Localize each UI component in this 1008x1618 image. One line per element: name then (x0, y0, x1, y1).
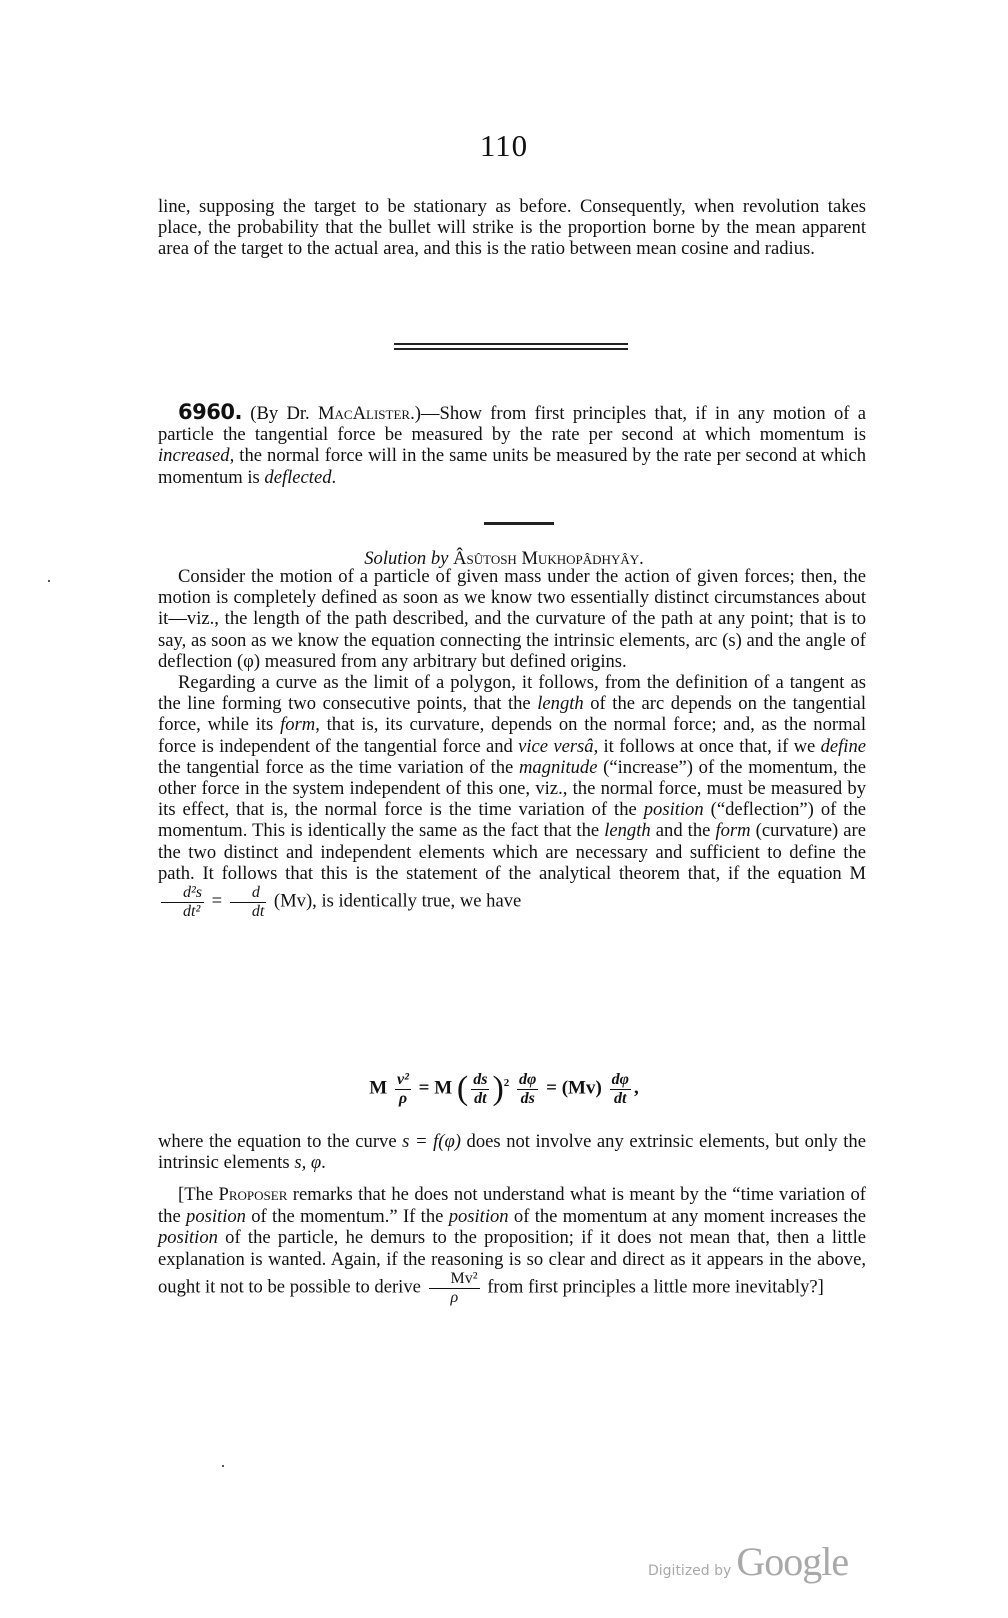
fraction-denominator: dt (251, 902, 265, 920)
para-emphasis: length (537, 693, 584, 715)
fraction-numerator: ds (473, 1070, 488, 1088)
para-emphasis: position (643, 799, 704, 821)
fraction-denominator: ρ (398, 1089, 408, 1107)
fraction-denominator: dt² (183, 902, 201, 920)
inline-fraction (230, 884, 266, 920)
remark-text: of the particle, he demurs to the proposition; if it does not mean that, then a little explanation is wanted. Again, if the reasoning is so clear and direct as it appears in the above, ought it not to be possible to derive (158, 1227, 866, 1298)
para-text: and the (650, 820, 716, 842)
exponent: 2 (503, 1077, 510, 1090)
question-text: Show from first principles that, if in any motion of a particle the tangential force be measured by the rate per second at which momentum is (158, 403, 866, 446)
fraction-numerator: v² (396, 1070, 409, 1088)
para-text: (curvature) are the two distinct and independent elements which are necessary and sufficient to define the path. It follows that this is the statement of the analytical theorem that, if the equation M (158, 820, 866, 884)
display-equation (0, 1070, 1008, 1108)
fraction-numerator: dφ (611, 1070, 629, 1088)
para-text: (“increase”) of the momentum, the other force in the system independent of this one, viz., the normal force, must be measured by its effect, that is, the normal force is the time variation of the (158, 756, 866, 821)
para-text: (“deflection”) of the momentum. This is identically the same as the fact that the (158, 799, 866, 842)
equals-sign: = (207, 890, 227, 912)
inline-fraction (161, 884, 204, 920)
inline-math: s, φ (294, 1152, 322, 1174)
para-emphasis: vice versâ (518, 735, 594, 757)
inline-fraction (429, 1270, 480, 1306)
proposer-suffix: .)— (410, 403, 440, 424)
para-text: (Mv), is identically true, we have (269, 890, 522, 912)
eq-fraction (610, 1071, 631, 1107)
remark-emphasis: position (448, 1205, 509, 1227)
para-emphasis: magnitude (518, 756, 598, 778)
fraction-denominator: dt (614, 1089, 627, 1107)
proposer-prefix: (By Dr. (250, 403, 318, 424)
digitized-watermark (648, 1538, 848, 1585)
para-text: , that is, its curvature, depends on the normal force; and, as the normal force is independent of the tangential force and (158, 714, 866, 757)
question-block (158, 402, 866, 488)
para-text: . (321, 1152, 326, 1174)
question-emphasis: increased (158, 445, 230, 467)
question-number: 6960. (178, 400, 242, 424)
para-text: Regarding a curve as the limit of a polygon, it follows, from the definition of a tangent as the line forming two consecutive points, that the (158, 672, 866, 715)
remark-text: from first principles a little more inevitably?] (482, 1276, 824, 1298)
fraction-denominator: ds (520, 1089, 535, 1107)
remark-text: of the momentum at any moment increases the (508, 1205, 866, 1227)
remark-emphasis: position (158, 1227, 218, 1248)
solution-body (158, 566, 866, 920)
solution-author: Âsûtosh Mukhopâdhyây. (453, 548, 644, 569)
scan-speck (48, 580, 50, 582)
para-text: the tangential force as the time variation of the (158, 756, 519, 778)
digitized-label: Digitized by (648, 1563, 732, 1579)
proposer-name: MacAlister (318, 403, 411, 424)
question-text: . (331, 466, 337, 488)
google-logo-text: Google (736, 1539, 849, 1584)
equals-sign: = (546, 1077, 557, 1099)
left-paren: ( (456, 1070, 469, 1107)
para-emphasis: length (604, 820, 651, 842)
question-text: , the normal force will in the same units be measured by the rate per second at which momentum is (158, 445, 866, 488)
para-emphasis: form (280, 714, 316, 736)
section-divider-double (394, 343, 628, 350)
continuation-text: line, supposing the target to be stationary as before. Consequently, when revolution takes place, the probability that the bullet will strike is the proportion borne by the mean apparent area of the target to the actual area, and this is the ratio between mean cosine and radius. (158, 196, 866, 260)
fraction-numerator: d (230, 884, 266, 903)
fraction-numerator: dφ (519, 1070, 537, 1088)
eq-punctuation: , (633, 1077, 639, 1099)
remark-proposer: Proposer (218, 1184, 288, 1205)
scan-speck (222, 1465, 224, 1467)
eq-fraction (517, 1071, 538, 1107)
eq-fraction (471, 1071, 489, 1107)
para-text: of the arc depends on the tangential force, while its (158, 693, 866, 736)
continuation-paragraph (158, 196, 866, 260)
page-number: 110 (479, 128, 529, 163)
remark-emphasis: position (186, 1205, 246, 1227)
solution-heading-prefix: Solution by (364, 548, 454, 569)
inline-math: s = f(φ) (402, 1131, 461, 1152)
eq-symbol: M (434, 1077, 453, 1099)
para-emphasis: form (715, 820, 751, 842)
remark-paragraph (158, 1184, 866, 1306)
remark-text: remarks that he does not understand what is meant by the “time variation of the (158, 1184, 867, 1227)
para-emphasis: define (820, 735, 866, 757)
equals-sign: = (418, 1077, 430, 1099)
fraction-denominator: ρ (450, 1288, 459, 1306)
solution-paragraph-2 (158, 672, 866, 920)
solution-conclusion (158, 1131, 866, 1173)
section-divider-short (484, 522, 554, 525)
solution-paragraph-1: Consider the motion of a particle of given mass under the action of given forces; then, the motion is completely defined as soon as we know two essentially distinct circumstances about it—viz., the length of the path described, and the curvature of the path at any point; that is to say, as soon as we know the equation connecting the intrinsic elements, arc (s) and the angle of deflection (φ) measured from any arbitrary but defined origins. (158, 566, 866, 672)
para-text: , it follows at once that, if we (593, 735, 821, 757)
fraction-denominator: dt (474, 1089, 487, 1107)
para-text: where the equation to the curve (158, 1131, 403, 1152)
proposer-remark (158, 1184, 866, 1306)
right-paren: ) (492, 1070, 504, 1107)
remark-text: [The (178, 1184, 219, 1205)
eq-symbol: M (369, 1077, 388, 1099)
remark-text: of the momentum.” If the (245, 1205, 449, 1227)
fraction-numerator: Mv² (429, 1270, 480, 1289)
eq-fraction (395, 1071, 411, 1107)
solution-paragraph-3 (158, 1131, 866, 1173)
question-emphasis: deflected (264, 466, 332, 488)
para-text: does not involve any extrinsic elements, but only the intrinsic elements (158, 1131, 866, 1174)
fraction-numerator: d²s (161, 884, 204, 903)
eq-symbol: (Mv) (561, 1077, 602, 1099)
